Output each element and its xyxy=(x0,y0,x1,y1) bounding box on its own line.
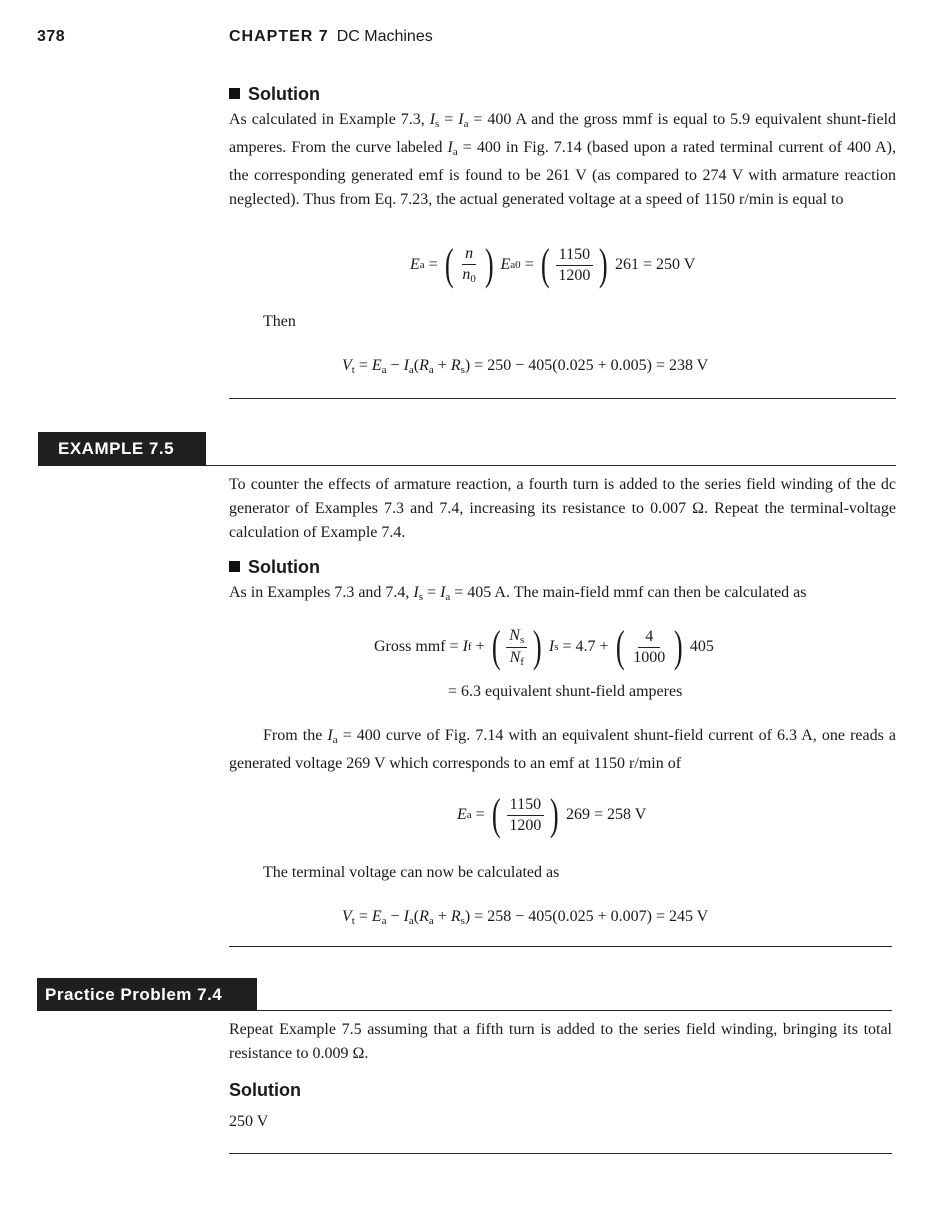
running-header xyxy=(229,28,433,46)
section-rule xyxy=(229,946,892,947)
chapter-label: CHAPTER 7 xyxy=(229,28,329,45)
page-number: 378 xyxy=(37,28,66,45)
practice-banner: Practice Problem 7.4 xyxy=(37,978,257,1011)
equation-ea-2: E a = ( $\frac{1150}{1200}$ ) 269 = 258 V xyxy=(457,790,647,839)
terminal-voltage-text: The terminal voltage can now be calculated as xyxy=(263,864,560,881)
section-rule xyxy=(229,1153,892,1154)
practice-solution-heading: Solution xyxy=(229,1080,301,1100)
solution-paragraph-2: From the $I_a = 400$ curve of Fig. 7.14 with an equivalent shunt-field current of 6.3 A, one reads a generated voltage 269 V which corresponds to an emf at 1150 r/min of xyxy=(229,727,897,772)
solution-paragraph: As calculated in Example 7.3, $I_s = I_a = 400$ A and the gross mmf is equal to 5.9 equivalent shunt-field amperes. From the curve labeled $I_a = 400$ in Fig. 7.14 (based upon a rated terminal current of 400 A), the corresponding generated emf is found to be 261 V (as compared to 274 V with armature reaction neglected). Thus from Eq. 7.23, the actual generated voltage at a speed of 1150 r/min is equal to xyxy=(229,111,897,208)
chapter-title: DC Machines xyxy=(336,28,433,45)
practice-rule xyxy=(257,1010,892,1011)
example-rule xyxy=(206,465,896,466)
example-banner: EXAMPLE 7.5 xyxy=(38,432,206,466)
example-paragraph: To counter the effects of armature reaction, a fourth turn is added to the series field winding of the dc generator of Examples 7.3 and 7.4, increasing its resistance to 0.007 Ω. Repeat the terminal-voltage calculation of Example 7.4. xyxy=(229,476,896,541)
equation-ea: E a = ( $\frac{n}{n_0}$ ) E a0 = ( $\frac{1150}{1200}$ ) 261 = 250 V xyxy=(410,240,696,289)
solution-heading: Solution xyxy=(229,557,320,578)
practice-answer: 250 V xyxy=(229,1113,269,1130)
equation-gross-mmf-result: = 6.3 equivalent shunt-field amperes xyxy=(448,683,683,700)
equation-gross-mmf: Gross mmf = I f + ( $\frac{N_s}{N_f}$ ) I s = 4.7 + ( $\frac{4}{1000}$ ) 405 xyxy=(374,622,714,671)
square-bullet-icon xyxy=(229,561,240,572)
solution-heading: Solution xyxy=(229,84,320,105)
equation-vt: $V_t = E_a - I_a(R_a + R_s) = 250 - 405(0.025 + 0.005) = 238$ V xyxy=(342,357,709,376)
then-text: Then xyxy=(263,313,296,330)
solution-paragraph: As in Examples 7.3 and 7.4, $I_s = I_a = 405$ A. The main-field mmf can then be calculated as xyxy=(229,584,807,603)
square-bullet-icon xyxy=(229,88,240,99)
equation-vt-2: $V_t = E_a - I_a(R_a + R_s) = 258 - 405(0.025 + 0.007) = 245$ V xyxy=(342,908,709,927)
practice-paragraph: Repeat Example 7.5 assuming that a fifth turn is added to the series field winding, bringing its total resistance to 0.009 Ω. xyxy=(229,1021,892,1062)
section-rule xyxy=(229,398,896,399)
